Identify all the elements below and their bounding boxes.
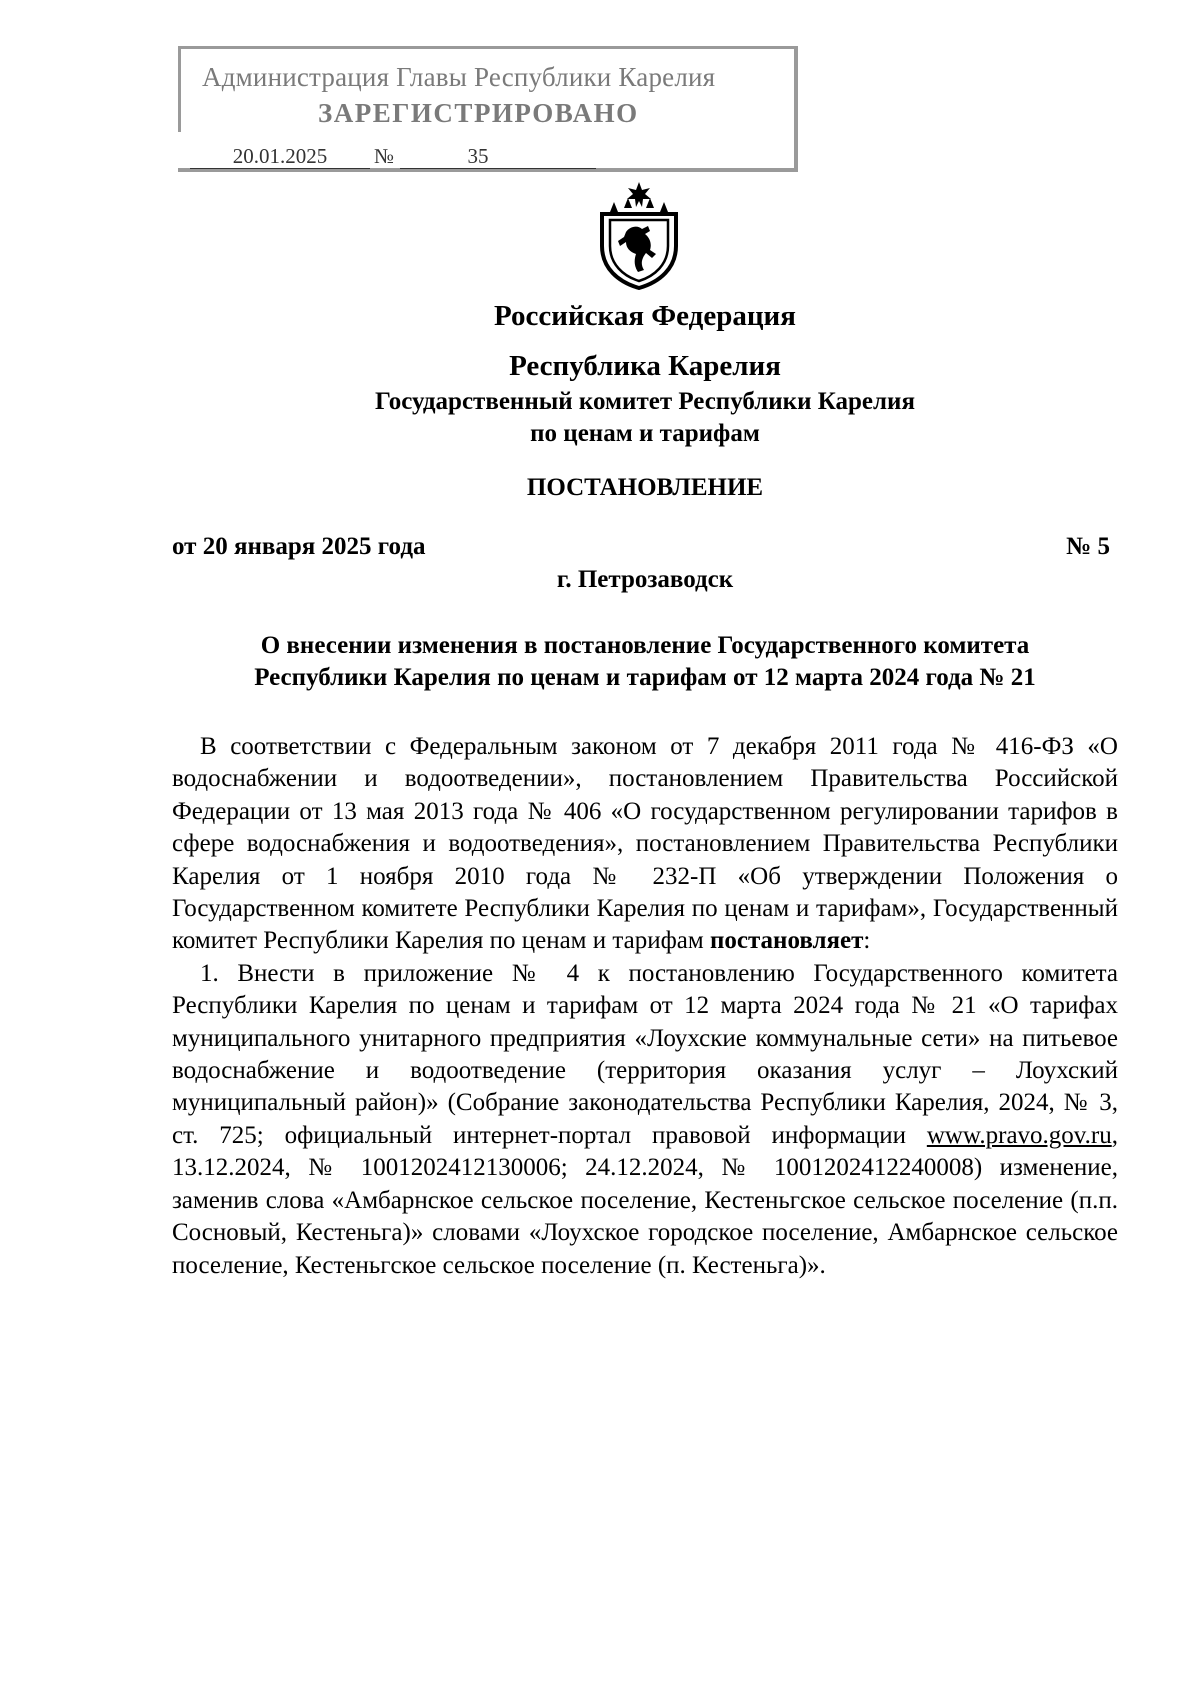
stamp-authority: Администрация Главы Республики Карелия — [202, 62, 716, 92]
pravo-gov-link[interactable]: www.pravo.gov.ru — [926, 1121, 1112, 1149]
stamp-number — [400, 144, 596, 169]
preamble-paragraph — [172, 731, 1118, 958]
stamp-number-value: 35 — [467, 144, 489, 168]
karelia-coat-of-arms-icon — [590, 180, 688, 290]
preamble-resolves: постановляет — [709, 927, 864, 955]
country-heading: Российская Федерация — [494, 300, 796, 332]
clause-1-text-start: 1. Внести в приложение № 4 к постановлению Государственного комитета Республики Карелия по ценам и тарифам от 12 марта 2024 года № 21 «О тарифах муниципального унитарного предприятия «Лоухские коммунальные сети» на питьевое водоснабжение и водоотведение (территория оказания услуг – Лоухский муниципальный район)» (Собрание законодательства Республики Карелия, 2024, № 3, ст. 725; официальный интернет-портал правовой информации — [172, 959, 1118, 1149]
preamble-end: : — [863, 927, 871, 955]
committee-heading-line2: по ценам и тарифам — [530, 420, 760, 447]
document-title-line2: Республики Карелия по ценам и тарифам от 12 марта 2024 года № 21 — [254, 664, 1036, 691]
document-title-line1: О внесении изменения в постановление Государственного комитета — [260, 632, 1030, 659]
clause-1-paragraph — [172, 958, 1118, 1282]
document-date: от 20 января 2025 года — [172, 533, 426, 560]
document-number: № 5 — [1066, 533, 1110, 560]
stamp-number-sign: № — [374, 144, 395, 168]
document-body — [172, 731, 1118, 1282]
preamble-text: В соответствии с Федеральным законом от 7 декабря 2011 года № 416-ФЗ «О водоснабжении и водоотведении», постановлением Правительства Российской Федерации от 13 мая 2013 года № 406 «О государственном регулировании тарифов в сфере водоснабжения и водоотведения», постановлением Правительства Республики Карелия от 1 ноября 2010 года № 232-П «Об утверждении Положения о Государственном комитете Республики Карелия по ценам и тарифам», Государственный комитет Республики Карелия по ценам и тарифам — [172, 733, 1118, 955]
stamp-date: 20.01.2025 — [190, 144, 370, 169]
document-city: г. Петрозаводск — [556, 566, 734, 593]
clause-1-text-end: , 13.12.2024, № 1001202412130006; 24.12.2024, № 1001202412240008) изменение, заменив слова «Амбарнское сельское поселение, Кестеньгское сельское поселение (п.п. Сосновый, Кестеньга)» словами «Лоухское городское поселение, Амбарнское сельское поселение, Кестеньгское сельское поселение (п. Кестеньга)». — [172, 1121, 1118, 1279]
republic-heading: Республика Карелия — [509, 350, 781, 382]
committee-heading-line1: Государственный комитет Республики Карелия — [375, 388, 915, 415]
stamp-left-border — [178, 46, 181, 132]
document-title — [172, 630, 1118, 694]
stamp-status: ЗАРЕГИСТРИРОВАНО — [318, 98, 639, 128]
document-type: ПОСТАНОВЛЕНИЕ — [526, 474, 764, 501]
